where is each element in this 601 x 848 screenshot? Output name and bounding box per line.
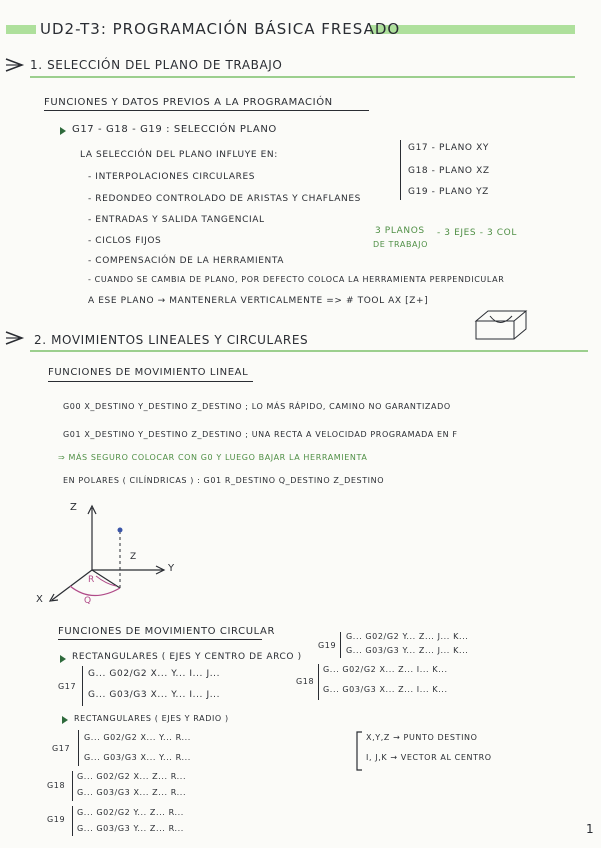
g17-label: G17 bbox=[52, 744, 71, 753]
green-tip: ⇒ MÁS SEGURO COLOCAR CON G0 Y LUEGO BAJAR LA HERRAMIENTA bbox=[58, 453, 368, 462]
influence-item: - INTERPOLACIONES CIRCULARES bbox=[88, 172, 256, 182]
legend-ijk: I, J,K → VECTOR AL CENTRO bbox=[366, 753, 492, 762]
influence-item: - COMPENSACIÓN DE LA HERRAMIENTA bbox=[88, 256, 285, 266]
radius-r-label: R bbox=[88, 575, 95, 585]
workpiece-sketch-icon bbox=[472, 305, 532, 345]
influence-item: - CICLOS FIJOS bbox=[88, 236, 162, 246]
rc-g19-g02: G... G02/G2 Y... Z... J... K... bbox=[346, 632, 469, 641]
tool-note-line1: - CUANDO SE CAMBIA DE PLANO, POR DEFECTO COLOCA LA HERRAMIENTA PERPENDICULAR bbox=[88, 275, 505, 284]
header-highlight-left bbox=[6, 25, 36, 34]
height-z-label: Z bbox=[130, 552, 137, 562]
linear-title-underline bbox=[48, 381, 253, 382]
section2-underline bbox=[30, 350, 588, 352]
rr-g17-g03: G... G03/G3 X... Y... R... bbox=[84, 753, 191, 762]
plane-intro: LA SELECCIÓN DEL PLANO INFLUYE EN: bbox=[80, 150, 278, 160]
plane-g19: G19 - PLANO YZ bbox=[408, 187, 489, 197]
g18-label: G18 bbox=[47, 781, 66, 790]
rect-center-heading: RECTANGULARES ( EJES Y CENTRO DE ARCO ) bbox=[72, 652, 302, 662]
bullet-icon bbox=[60, 127, 66, 135]
g17-bracket bbox=[82, 666, 83, 706]
g18-bracket bbox=[318, 664, 319, 700]
planes-bracket bbox=[400, 140, 401, 200]
bullet-icon bbox=[60, 655, 66, 663]
g19-bracket bbox=[340, 632, 341, 658]
angle-q-label: Q bbox=[84, 596, 92, 606]
page-title: UD2-T3: PROGRAMACIÓN BÁSICA FRESADO bbox=[40, 20, 401, 38]
subtitle-underline bbox=[44, 110, 369, 111]
arrow-icon bbox=[4, 328, 34, 348]
rr-g18-g03: G... G03/G3 X... Z... R... bbox=[77, 788, 187, 797]
influence-item: - ENTRADAS Y SALIDA TANGENCIAL bbox=[88, 215, 265, 225]
g18-radius-bracket bbox=[72, 771, 73, 801]
rect-radius-heading: RECTANGULARES ( EJES Y RADIO ) bbox=[74, 714, 229, 723]
section1-title: 1. SELECCIÓN DEL PLANO DE TRABAJO bbox=[30, 58, 283, 72]
g18-label: G18 bbox=[296, 677, 315, 686]
axis-x-label: X bbox=[36, 594, 44, 605]
legend-bracket bbox=[354, 730, 364, 772]
g19-label: G19 bbox=[318, 641, 337, 650]
header-highlight-right bbox=[370, 25, 575, 34]
section2-title: 2. MOVIMIENTOS LINEALES Y CIRCULARES bbox=[34, 333, 309, 347]
g17-radius-bracket bbox=[78, 730, 79, 766]
rc-g18-g02: G... G02/G2 X... Z... I... K... bbox=[323, 665, 448, 674]
rr-g18-g02: G... G02/G2 X... Z... R... bbox=[77, 772, 187, 781]
page-number: 1 bbox=[586, 822, 595, 836]
linear-title: FUNCIONES DE MOVIMIENTO LINEAL bbox=[48, 367, 249, 378]
legend-xyz: X,Y,Z → PUNTO DESTINO bbox=[366, 733, 478, 742]
circular-title-underline bbox=[58, 639, 262, 640]
rc-g17-g02: G... G02/G2 X... Y... I... J... bbox=[88, 669, 221, 679]
influence-item: - REDONDEO CONTROLADO DE ARISTAS Y CHAFLANES bbox=[88, 194, 361, 204]
axis-z-label: Z bbox=[70, 502, 78, 513]
section1-subtitle: FUNCIONES Y DATOS PREVIOS A LA PROGRAMACIÓN bbox=[44, 97, 333, 108]
rr-g17-g02: G... G02/G2 X... Y... R... bbox=[84, 733, 191, 742]
g00-line: G00 X_DESTINO Y_DESTINO Z_DESTINO ; LO MÁS RÁPIDO, CAMINO NO GARANTIZADO bbox=[63, 402, 451, 411]
g01-line: G01 X_DESTINO Y_DESTINO Z_DESTINO ; UNA RECTA A VELOCIDAD PROGRAMADA EN F bbox=[63, 430, 458, 439]
polar-line: EN POLARES ( CILÍNDRICAS ) : G01 R_DESTINO Q_DESTINO Z_DESTINO bbox=[63, 476, 385, 485]
g19-label: G19 bbox=[47, 815, 66, 824]
rc-g18-g03: G... G03/G3 X... Z... I... K... bbox=[323, 685, 448, 694]
rc-g17-g03: G... G03/G3 X... Y... I... J... bbox=[88, 690, 221, 700]
green-note-axes: - 3 EJES - 3 COL bbox=[437, 228, 517, 238]
g17-heading: G17 - G18 - G19 : SELECCIÓN PLANO bbox=[72, 124, 277, 135]
rc-g19-g03: G... G03/G3 Y... Z... J... K... bbox=[346, 646, 469, 655]
g19-radius-bracket bbox=[72, 806, 73, 836]
axis-y-label: Y bbox=[168, 563, 175, 574]
section1-underline bbox=[30, 76, 575, 78]
axes-diagram bbox=[36, 500, 176, 610]
green-note-planes: 3 PLANOS bbox=[375, 226, 425, 236]
circular-title: FUNCIONES DE MOVIMIENTO CIRCULAR bbox=[58, 626, 275, 637]
rr-g19-g03: G... G03/G3 Y... Z... R... bbox=[77, 824, 184, 833]
rr-g19-g02: G... G02/G2 Y... Z... R... bbox=[77, 808, 184, 817]
g17-label: G17 bbox=[58, 682, 77, 691]
plane-g17: G17 - PLANO XY bbox=[408, 143, 489, 153]
tool-note-line2: A ESE PLANO → MANTENERLA VERTICALMENTE => # TOOL AX [Z+] bbox=[88, 296, 429, 306]
plane-g18: G18 - PLANO XZ bbox=[408, 166, 490, 176]
green-note-work: DE TRABAJO bbox=[373, 240, 428, 249]
bullet-icon bbox=[62, 716, 68, 724]
